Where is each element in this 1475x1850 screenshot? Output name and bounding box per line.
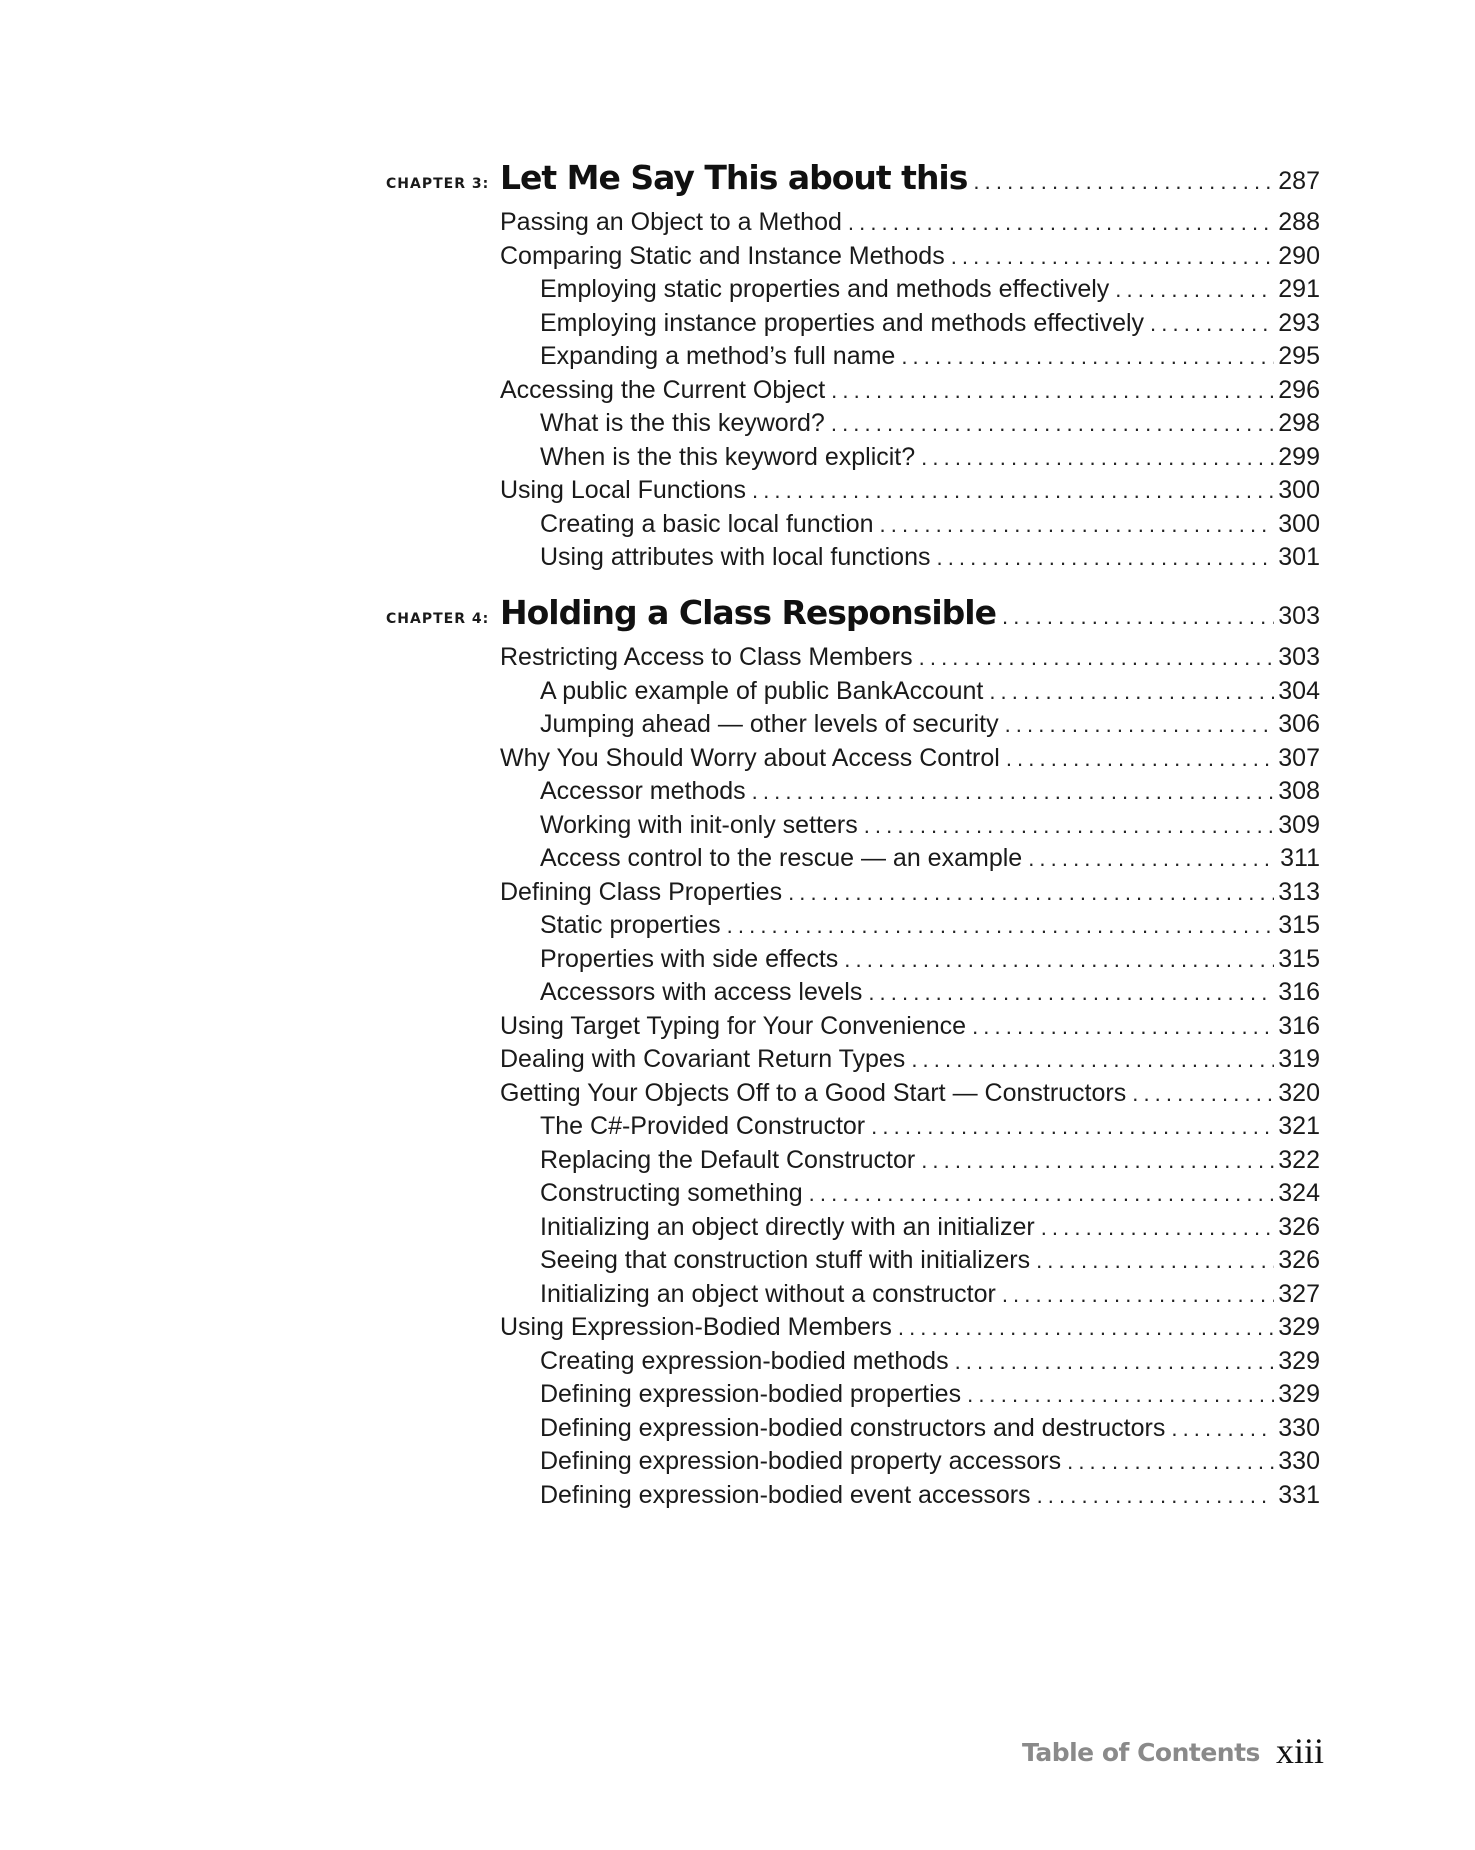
dot-leader	[936, 545, 1274, 571]
entry-page-number: 299	[1278, 442, 1320, 471]
entry-page-number: 300	[1278, 476, 1320, 504]
entry-page-number: 322	[1278, 1145, 1320, 1174]
dot-leader	[831, 411, 1274, 437]
entry-page-number: 291	[1278, 275, 1320, 303]
toc-subsection-entry[interactable]	[540, 342, 1320, 371]
dot-leader	[951, 244, 1275, 270]
toc-subsection-entry[interactable]	[540, 1179, 1320, 1208]
entry-page-number: 298	[1278, 409, 1320, 437]
entry-page-number: 326	[1278, 1212, 1320, 1241]
entry-page-number: 303	[1278, 643, 1320, 671]
chapter-title: Holding a Class Responsible	[500, 593, 996, 632]
entry-title: Expanding a method’s full name	[540, 342, 896, 370]
entry-title: Passing an Object to a Method	[500, 208, 842, 236]
entry-title: Defining expression-bodied constructors and destructors	[540, 1413, 1166, 1442]
entry-title: Defining expression-bodied property accessors	[540, 1447, 1062, 1475]
entry-page-number: 306	[1278, 710, 1320, 738]
entry-page-number: 304	[1278, 676, 1320, 705]
entry-page-number: 326	[1278, 1246, 1320, 1274]
dot-leader	[752, 779, 1275, 805]
dot-leader	[880, 512, 1275, 538]
entry-title: Employing static properties and methods effectively	[540, 275, 1110, 303]
toc-subsection-entry[interactable]	[540, 945, 1320, 974]
dot-leader	[752, 478, 1274, 504]
entry-title: Accessing the Current Object	[500, 375, 826, 404]
dot-leader	[1028, 846, 1276, 872]
dot-leader	[788, 880, 1274, 906]
entry-page-number: 290	[1278, 241, 1320, 270]
entry-title: Using attributes with local functions	[540, 543, 931, 571]
dot-leader	[972, 1014, 1274, 1040]
dot-leader	[919, 645, 1275, 671]
entry-page-number: 331	[1278, 1480, 1320, 1509]
entry-page-number: 329	[1278, 1313, 1320, 1341]
dot-leader	[967, 1382, 1274, 1408]
toc-section-entry[interactable]	[500, 242, 1320, 271]
page-number: xiii	[1276, 1731, 1325, 1771]
toc-section-entry[interactable]	[500, 878, 1320, 907]
toc-section-entry[interactable]	[500, 476, 1320, 505]
entry-title: Replacing the Default Constructor	[540, 1145, 916, 1174]
entry-title: Initializing an object without a constructor	[540, 1279, 996, 1308]
dot-leader	[955, 1349, 1275, 1375]
dot-leader	[1115, 277, 1274, 303]
toc-subsection-entry[interactable]	[540, 710, 1320, 739]
entry-title: Creating expression-bodied methods	[540, 1346, 949, 1375]
dot-leader	[1036, 1248, 1274, 1274]
toc-subsection-entry[interactable]	[540, 543, 1320, 572]
dot-leader	[1132, 1081, 1274, 1107]
chapter-page-number: 287	[1278, 167, 1320, 195]
entry-page-number: 296	[1278, 375, 1320, 404]
toc-subsection-entry[interactable]	[540, 1380, 1320, 1409]
entry-title: Constructing something	[540, 1179, 803, 1207]
entry-page-number: 329	[1278, 1346, 1320, 1375]
entry-page-number: 324	[1278, 1179, 1320, 1207]
toc-subsection-entry[interactable]	[540, 275, 1320, 304]
entry-page-number: 315	[1278, 911, 1320, 939]
entry-page-number: 316	[1278, 1011, 1320, 1040]
entry-page-number: 313	[1278, 877, 1320, 906]
entry-title: Initializing an object directly with an initializer	[540, 1212, 1035, 1241]
entry-title: Defining expression-bodied properties	[540, 1380, 962, 1408]
toc-subsection-entry[interactable]	[540, 443, 1320, 472]
entry-title: Using Expression-Bodied Members	[500, 1313, 892, 1341]
entry-title: Comparing Static and Instance Methods	[500, 241, 945, 270]
entry-page-number: 309	[1278, 810, 1320, 839]
entry-title: Defining Class Properties	[500, 877, 783, 906]
dot-leader	[844, 947, 1274, 973]
chapter-label: CHAPTER 3:	[386, 176, 490, 192]
toc-section-entry[interactable]	[500, 1012, 1320, 1041]
dot-leader	[871, 1114, 1274, 1140]
entry-page-number: 329	[1278, 1380, 1320, 1408]
toc-subsection-entry[interactable]	[540, 911, 1320, 940]
dot-leader	[1150, 311, 1274, 337]
entry-page-number: 307	[1278, 743, 1320, 772]
toc-subsection-entry[interactable]	[540, 677, 1320, 706]
entry-title: Getting Your Objects Off to a Good Start — Constructors	[500, 1078, 1127, 1107]
toc-subsection-entry[interactable]	[540, 1246, 1320, 1275]
toc-subsection-entry[interactable]	[540, 510, 1320, 539]
entry-title: The C#-Provided Constructor	[540, 1112, 866, 1140]
dot-leader	[898, 1315, 1274, 1341]
dot-leader	[973, 169, 1274, 195]
entry-page-number: 319	[1278, 1045, 1320, 1073]
toc-subsection-entry[interactable]	[540, 1213, 1320, 1242]
dot-leader	[727, 913, 1275, 939]
entry-page-number: 293	[1278, 308, 1320, 337]
dot-leader	[1041, 1215, 1275, 1241]
dot-leader	[901, 344, 1274, 370]
chapter-heading[interactable]	[500, 593, 1320, 632]
chapter-title: Let Me Say This about this	[500, 158, 968, 197]
dot-leader	[848, 210, 1274, 236]
entry-title: A public example of public BankAccount	[540, 676, 984, 705]
toc-section-entry[interactable]	[500, 1045, 1320, 1074]
chapter-label: CHAPTER 4:	[386, 611, 490, 627]
dot-leader	[1006, 746, 1274, 772]
entry-title: Working with init-only setters	[540, 810, 858, 839]
entry-page-number: 301	[1278, 543, 1320, 571]
entry-page-number: 316	[1278, 978, 1320, 1006]
entry-page-number: 295	[1278, 342, 1320, 370]
toc-subsection-entry[interactable]	[540, 409, 1320, 438]
dot-leader	[911, 1047, 1274, 1073]
running-footer-title: Table of Contents	[1022, 1738, 1260, 1767]
entry-title: Why You Should Worry about Access Control	[500, 743, 1000, 772]
entry-title: Accessors with access levels	[540, 978, 863, 1006]
entry-title: What is the this keyword?	[540, 409, 825, 437]
toc-section-entry[interactable]	[500, 744, 1320, 773]
toc-subsection-entry[interactable]	[540, 1280, 1320, 1309]
entry-title: Seeing that construction stuff with initializers	[540, 1246, 1031, 1274]
toc-subsection-entry[interactable]	[540, 844, 1320, 873]
dot-leader	[831, 378, 1274, 404]
toc-section-entry[interactable]	[500, 208, 1320, 237]
dot-leader	[809, 1181, 1275, 1207]
entry-title: Accessor methods	[540, 777, 746, 805]
chapter-page-number: 303	[1278, 602, 1320, 630]
toc-subsection-entry[interactable]	[540, 811, 1320, 840]
entry-page-number: 315	[1278, 944, 1320, 973]
entry-page-number: 327	[1278, 1279, 1320, 1308]
entry-title: Dealing with Covariant Return Types	[500, 1045, 906, 1073]
toc-section-entry[interactable]	[500, 1313, 1320, 1342]
toc-section-entry[interactable]	[500, 1079, 1320, 1108]
entry-title: Defining expression-bodied event accessors	[540, 1480, 1031, 1509]
dot-leader	[989, 679, 1274, 705]
toc-subsection-entry[interactable]	[540, 1347, 1320, 1376]
dot-leader	[1005, 712, 1275, 738]
entry-title: Jumping ahead — other levels of security	[540, 710, 999, 738]
dot-leader	[921, 1148, 1274, 1174]
entry-page-number: 330	[1278, 1413, 1320, 1442]
toc-section-entry[interactable]	[500, 376, 1320, 405]
entry-page-number: 320	[1278, 1078, 1320, 1107]
entry-title: When is the this keyword explicit?	[540, 442, 916, 471]
dot-leader	[864, 813, 1275, 839]
toc-subsection-entry[interactable]	[540, 1481, 1320, 1510]
entry-page-number: 300	[1278, 509, 1320, 538]
entry-title: Employing instance properties and methods effectively	[540, 308, 1145, 337]
entry-title: Using Target Typing for Your Convenience	[500, 1011, 967, 1040]
entry-page-number: 330	[1278, 1447, 1320, 1475]
toc-subsection-entry[interactable]	[540, 1112, 1320, 1141]
toc-subsection-entry[interactable]	[540, 1146, 1320, 1175]
dot-leader	[1171, 1416, 1274, 1442]
dot-leader	[868, 980, 1274, 1006]
dot-leader	[1067, 1449, 1274, 1475]
toc-subsection-entry[interactable]	[540, 1447, 1320, 1476]
entry-title: Properties with side effects	[540, 944, 839, 973]
toc-subsection-entry[interactable]	[540, 978, 1320, 1007]
chapter-heading[interactable]	[500, 158, 1320, 197]
entry-page-number: 308	[1278, 777, 1320, 805]
toc-subsection-entry[interactable]	[540, 309, 1320, 338]
dot-leader	[1002, 1282, 1274, 1308]
toc-section-entry[interactable]	[500, 643, 1320, 672]
entry-page-number: 311	[1280, 844, 1320, 872]
entry-title: Creating a basic local function	[540, 509, 874, 538]
dot-leader	[1002, 604, 1274, 630]
dot-leader	[921, 445, 1274, 471]
entry-title: Access control to the rescue — an example	[540, 844, 1023, 872]
toc-subsection-entry[interactable]	[540, 777, 1320, 806]
toc-subsection-entry[interactable]	[540, 1414, 1320, 1443]
entry-title: Static properties	[540, 911, 721, 939]
dot-leader	[1037, 1483, 1275, 1509]
entry-page-number: 288	[1278, 208, 1320, 236]
entry-title: Restricting Access to Class Members	[500, 643, 913, 671]
entry-page-number: 321	[1278, 1112, 1320, 1140]
entry-title: Using Local Functions	[500, 476, 746, 504]
